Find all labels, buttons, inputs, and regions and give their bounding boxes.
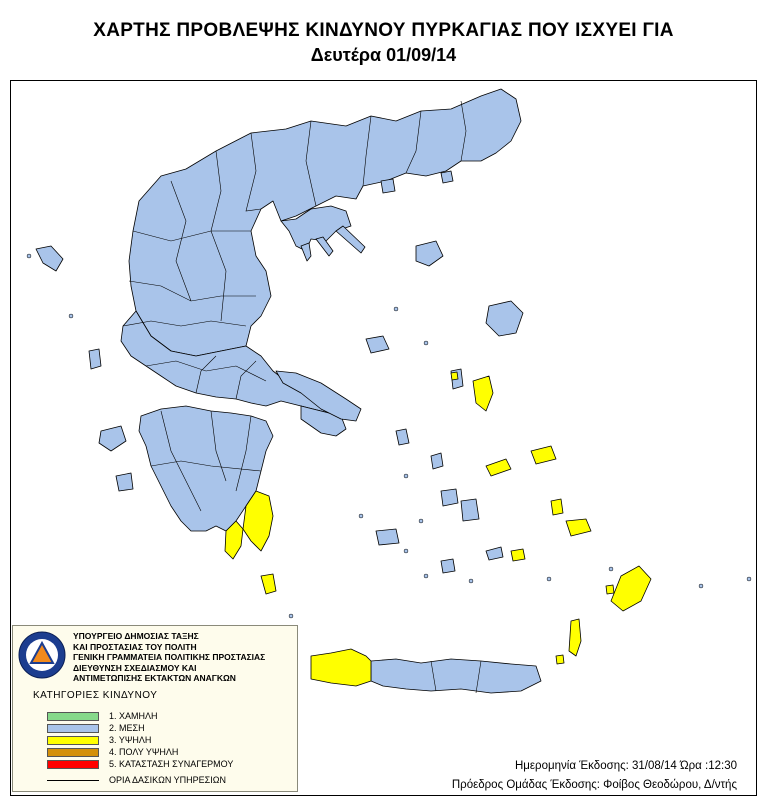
agency-line: ΑΝΤΙΜΕΤΩΠΙΣΗΣ ΕΚΤΑΚΤΩΝ ΑΝΑΓΚΩΝ: [73, 673, 236, 683]
legend-label-alarm: 5. ΚΑΤΑΣΤΑΣΗ ΣΥΝΑΓΕΡΜΟΥ: [109, 759, 234, 769]
map-legend: [12, 625, 298, 792]
zakynthos-island: [116, 473, 133, 491]
samothrace-island: [441, 171, 453, 183]
central-crete-region: [371, 659, 541, 693]
skyros-island: [473, 376, 493, 411]
lemnos-island: [416, 241, 443, 266]
lesvos-island: [486, 301, 523, 336]
swatch-medium: [47, 724, 99, 733]
map-date: Δευτέρα 01/09/14: [310, 45, 457, 65]
corfu-island: [36, 246, 63, 271]
milos-island: [376, 529, 399, 545]
kasos-island: [556, 655, 564, 664]
santorini-island: [441, 559, 455, 573]
agency-block: [73, 631, 265, 684]
andros-island: [486, 459, 511, 476]
legend-label-very-high: 4. ΠΟΛΥ ΥΨΗΛΗ: [109, 747, 179, 757]
tilos-island: [606, 585, 614, 594]
paros-island: [441, 489, 458, 506]
agency-line: ΥΠΟΥΡΓΕΙΟ ΔΗΜΟΣΙΑΣ ΤΑΞΗΣ: [73, 631, 199, 641]
kalymnos-island: [551, 499, 563, 515]
legend-label-boundary: ΟΡΙΑ ΔΑΣΙΚΩΝ ΥΠΗΡΕΣΙΩΝ: [109, 775, 226, 785]
agency-line: ΚΑΙ ΠΡΟΣΤΑΣΙΑΣ ΤΟΥ ΠΟΛΙΤΗ: [73, 641, 197, 652]
astypalaia-island: [511, 549, 525, 561]
swatch-low: [47, 712, 99, 721]
skyros-islet: [451, 372, 458, 380]
medium-risk-regions: [36, 89, 541, 693]
rhodes-island: [611, 566, 651, 611]
agency-line: ΔΙΕΥΘΥΝΣΗ ΣΧΕΔΙΑΣΜΟΥ ΚΑΙ: [73, 662, 197, 673]
chalkidiki-peninsula-1: [301, 243, 311, 261]
categories-title: ΚΑΤΗΓΟΡΙΕΣ ΚΙΝΔΥΝΟΥ: [33, 690, 158, 701]
chania-region: [311, 649, 371, 686]
tinos-island: [531, 446, 556, 464]
thasos-island: [381, 179, 395, 193]
swatch-high: [47, 736, 99, 745]
naxos-island: [461, 499, 479, 521]
kos-island: [566, 519, 591, 536]
agency-line: ΓΕΝΙΚΗ ΓΡΑΜΜΑΤΕΙΑ ΠΟΛΙΤΙΚΗΣ ΠΡΟΣΤΑΣΙΑΣ: [73, 652, 266, 662]
map-title: ΧΑΡΤΗΣ ΠΡΟΒΛΕΨΗΣ ΚΙΝΔΥΝΟΥ ΠΥΡΚΑΓΙΑΣ ΠΟΥ ΙΣΧΥΕΙ ΓΙΑ: [93, 20, 674, 41]
kythira-island: [261, 574, 276, 594]
kefalonia-island: [99, 426, 126, 451]
karpathos-island: [569, 619, 581, 656]
kea-island: [396, 429, 409, 445]
issuer-text: Πρόεδρος Ομάδας Έκδοσης: Φοίβος Θεοδώρου, Δ/ντής: [451, 779, 737, 791]
swatch-very-high: [47, 748, 99, 757]
chalkidiki-peninsula-2: [316, 237, 333, 256]
chalkidiki-peninsula-3: [336, 226, 365, 253]
syros-island: [431, 453, 443, 469]
swatch-alarm: [47, 760, 99, 769]
lefkada-island: [89, 349, 101, 369]
legend-label-low: 1. ΧΑΜΗΛΗ: [109, 711, 158, 721]
boundary-line-sample: [47, 780, 99, 781]
legend-label-medium: 2. ΜΕΣΗ: [109, 723, 145, 733]
issue-date-text: Ημερομηνία Έκδοσης: 31/08/14 Ώρα :12:30: [515, 760, 737, 772]
sporades-islands: [366, 336, 389, 353]
civil-protection-emblem-icon: [18, 631, 66, 679]
amorgos-island: [486, 547, 503, 560]
legend-label-high: 3. ΥΨΗΛΗ: [109, 735, 152, 745]
